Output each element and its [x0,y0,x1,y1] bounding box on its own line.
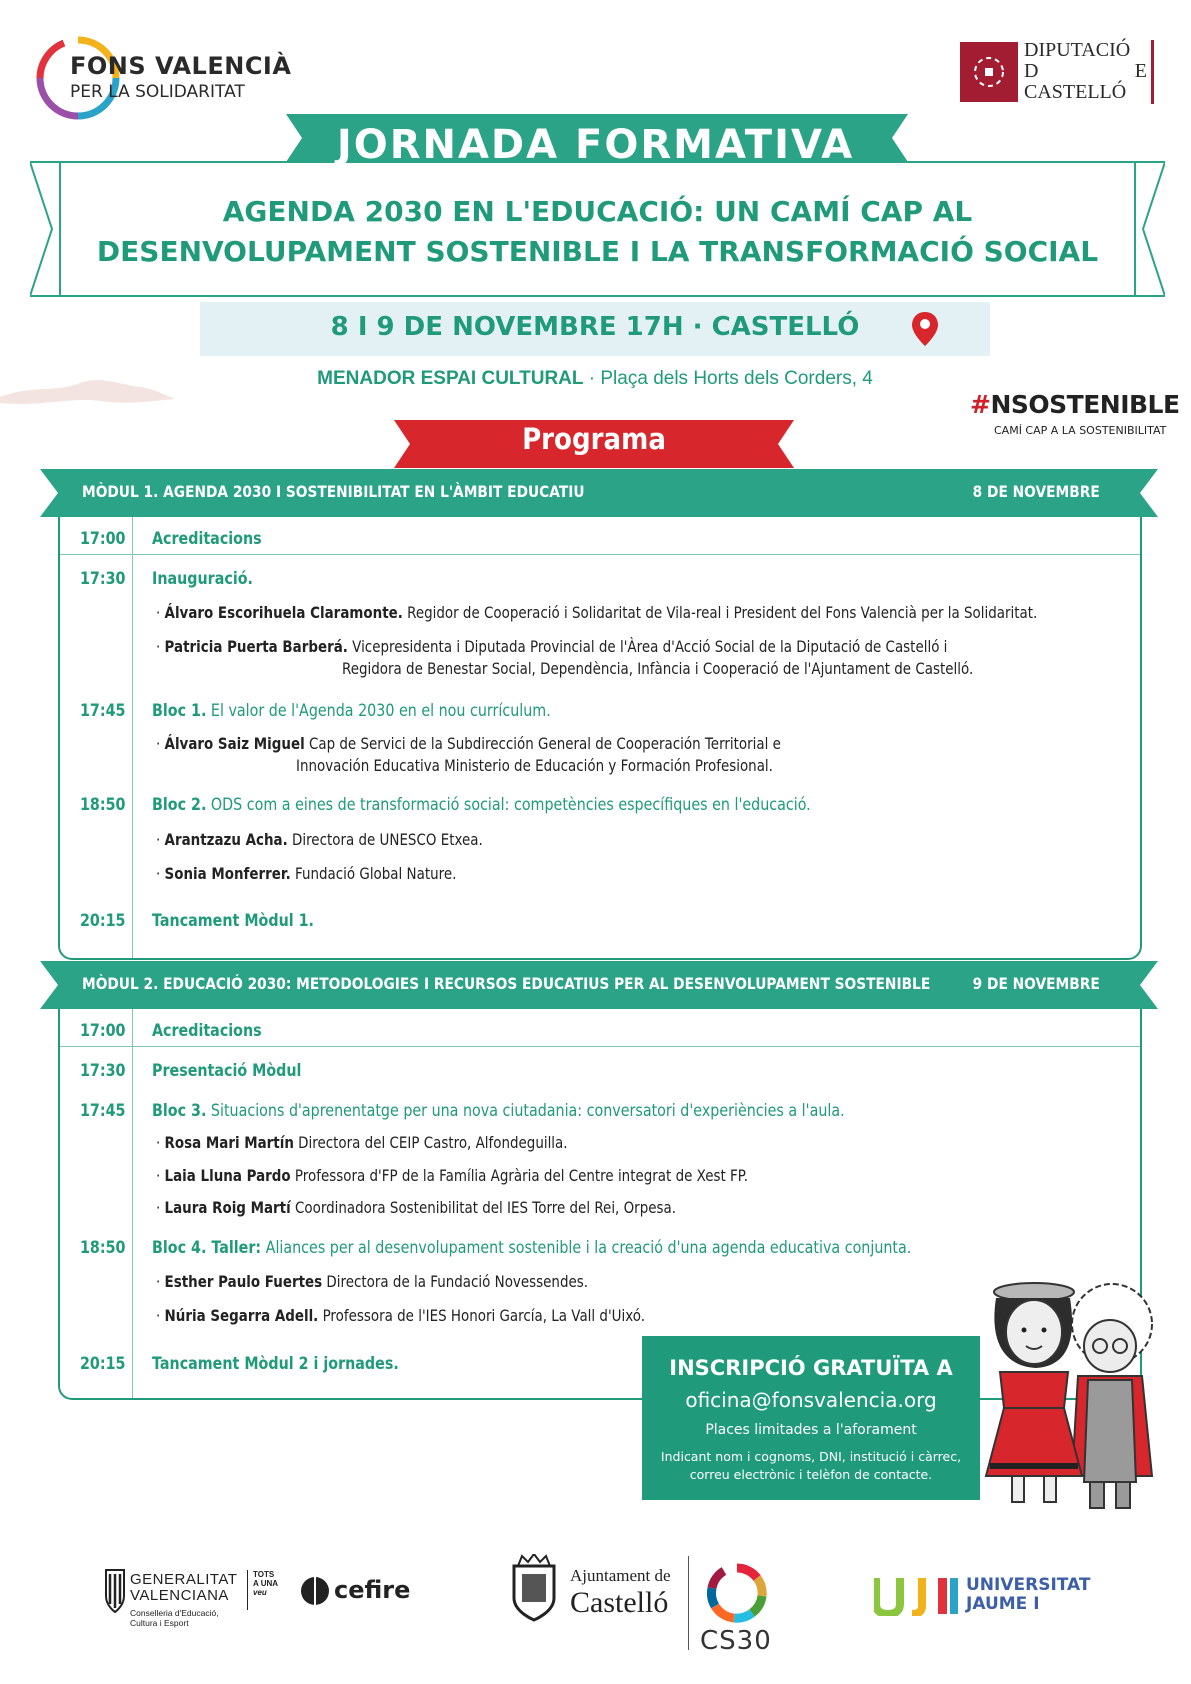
cs30-wordmark: CS30 [700,1626,772,1656]
module2-header [40,961,1158,1009]
event-title [70,192,1125,272]
m2-item-label: Acreditacions [152,1021,262,1041]
module1-row-divider [60,554,1140,555]
cs30-logo [698,1558,778,1658]
m2-time: 18:50 [80,1238,126,1258]
event-title-line2: DESENVOLUPAMENT SOSTENIBLE I LA TRANSFORMACIÓ SOCIAL [96,235,1099,268]
ajuntament-castello-logo [506,1550,676,1630]
insostenible-tagline: CAMÍ CAP A LA SOSTENIBILITAT [994,424,1167,437]
m2-speaker: · Núria Segarra Adell. Professora de l'IES Honori García, La Vall d'Uixó. [156,1306,646,1325]
date-location-text: 8 I 9 DE NOVEMBRE 17H · CASTELLÓ [330,312,860,342]
m1-time: 17:00 [80,529,126,549]
m1-speaker: · Arantzazu Acha. Directora de UNESCO Etxea. [156,830,483,849]
m1-speaker-cont: Regidora de Benestar Social, Dependència, Infància i Cooperació de l'Ajuntament de Castelló. [342,659,974,678]
m1-time: 17:30 [80,569,126,589]
m2-item-label: Bloc 4. Taller: Aliances per al desenvolupament sostenible i la creació d'una agenda educativa conjunta. [152,1238,912,1258]
insostenible-wordmark: #NSOSTENIBLE [970,390,1180,419]
insostenible-logo [970,390,1180,442]
diputacio-line2: D E [1024,60,1147,82]
programa-heading: Programa [522,422,666,456]
module1-date: 8 DE NOVEMBRE [972,482,1100,501]
m1-item-label: Bloc 1. El valor de l'Agenda 2030 en el nou currículum. [152,701,551,721]
decorative-swoosh [0,365,175,415]
m2-item-label: Tancament Mòdul 2 i jornades. [152,1354,399,1374]
m1-time: 17:45 [80,701,126,721]
m1-speaker: · Álvaro Escorihuela Claramonte. Regidor de Cooperació i Solidaritat de Vila-real i President del Fons Valencià per la Solidaritat. [156,603,1038,622]
module2-row-divider [60,1046,1140,1047]
inscription-note-line2: correu electrònic i telèfon de contacte. [689,1467,933,1482]
universitat-jaume-i-logo [874,1574,1094,1618]
sdg-wheel-icon [702,1558,772,1628]
m1-item-label: Bloc 2. ODS com a eines de transformació social: competències específiques en l'educació. [152,795,811,815]
module2-title: MÒDUL 2. EDUCACIÓ 2030: METODOLOGIES I RECURSOS EDUCATIUS PER AL DESENVOLUPAMENT SOSTENIBLE [82,974,931,993]
diputacio-castello-logo [960,39,1158,103]
emblem-icon [960,42,1018,102]
date-location-bar [200,302,990,356]
inscription-box [642,1336,980,1500]
diputacio-line1: DIPUTACIÓ [1024,39,1131,61]
fons-logo-title: FONS VALENCIÀ [70,52,292,80]
cefire-wordmark: cefire [334,1576,411,1604]
module1-time-divider [132,516,133,958]
jornada-formativa-heading: JORNADA FORMATIVA [336,122,855,168]
event-title-line1: AGENDA 2030 EN L'EDUCACIÓ: UN CAMÍ CAP AL [222,195,973,228]
gva-subtitle: Conselleria d'Educació, Cultura i Esport [130,1608,219,1628]
inscription-note-line1: Indicant nom i cognoms, DNI, institució i càrrec, [660,1449,962,1464]
gva-title: GENERALITAT VALENCIANA [130,1571,238,1604]
m2-speaker: · Rosa Mari Martín Directora del CEIP Castro, Alfondeguilla. [156,1133,568,1152]
footer-divider [688,1556,689,1650]
m1-item-label: Inauguració. [152,569,253,589]
diputacio-line3: CASTELLÓ [1024,81,1127,103]
module1-title: MÒDUL 1. AGENDA 2030 I SOSTENIBILITAT EN L'ÀMBIT EDUCATIU [82,482,585,501]
inscription-heading: INSCRIPCIÓ GRATUÏTA A [669,1356,953,1380]
inscription-note [642,1448,980,1484]
m1-time: 20:15 [80,911,126,931]
m1-speaker-cont: Innovación Educativa Ministerio de Educación y Formación Profesional. [296,756,773,775]
tots-line2: A UNA [253,1579,279,1588]
location-pin-icon [912,312,938,346]
gva-shield-icon [104,1566,126,1616]
tots-line1: TOTS [253,1570,275,1579]
diputacio-text [1024,40,1154,104]
m2-time: 20:15 [80,1354,126,1374]
m2-speaker: · Laia Lluna Pardo Professora d'FP de la Família Agrària del Centre integrat de Xest FP. [156,1166,749,1185]
m1-speaker: · Álvaro Saiz Miguel Cap de Servici de la Subdirección General de Cooperación Territorial e [156,734,781,753]
uji-mark-icon [874,1576,960,1616]
castello-crest-icon [506,1554,562,1624]
diputacio-emblem [960,42,1018,102]
m2-item-label: Bloc 3. Situacions d'aprenentatge per una nova ciutadania: conversatori d'experiències a l'aula. [152,1101,845,1121]
m2-time: 17:30 [80,1061,126,1081]
venue-name: MENADOR ESPAI CULTURAL [317,368,584,389]
cefire-icon [300,1576,330,1606]
tots-a-una-veu-logo [247,1570,283,1610]
ajuntament-line1: Ajuntament de [570,1566,671,1585]
uji-wordmark: UNIVERSITAT JAUME I [966,1575,1091,1614]
m1-time: 18:50 [80,795,126,815]
cefire-logo [300,1574,410,1610]
tots-line3: veu [253,1588,267,1597]
venue [200,368,990,390]
m1-item-label: Tancament Mòdul 1. [152,911,314,931]
m1-speaker: · Sonia Monferrer. Fundació Global Nature. [156,864,457,883]
m2-speaker: · Laura Roig Martí Coordinadora Sostenibilitat del IES Torre del Rei, Orpesa. [156,1198,677,1217]
fons-logo-subtitle: PER LA SOLIDARITAT [70,82,245,102]
m2-speaker: · Esther Paulo Fuertes Directora de la Fundació Novessendes. [156,1272,589,1291]
m1-item-label: Acreditacions [152,529,262,549]
module1-header [40,469,1158,517]
characters-illustration [960,1276,1170,1516]
m2-item-label: Presentació Mòdul [152,1061,302,1081]
m2-time: 17:45 [80,1101,126,1121]
ajuntament-line2: Castelló [570,1586,669,1619]
m1-speaker: · Patricia Puerta Barberá. Vicepresidenta i Diputada Provincial de l'Àrea d'Acció Social de la Diputació de Castelló i [156,637,948,656]
module2-date: 9 DE NOVEMBRE [972,974,1100,993]
venue-address: · Plaça dels Horts dels Corders, 4 [583,368,873,389]
inscription-email[interactable]: oficina@fonsvalencia.org [685,1388,937,1412]
module2-time-divider [132,1008,133,1398]
m2-time: 17:00 [80,1021,126,1041]
inscription-places: Places limitades a l'aforament [705,1422,917,1438]
